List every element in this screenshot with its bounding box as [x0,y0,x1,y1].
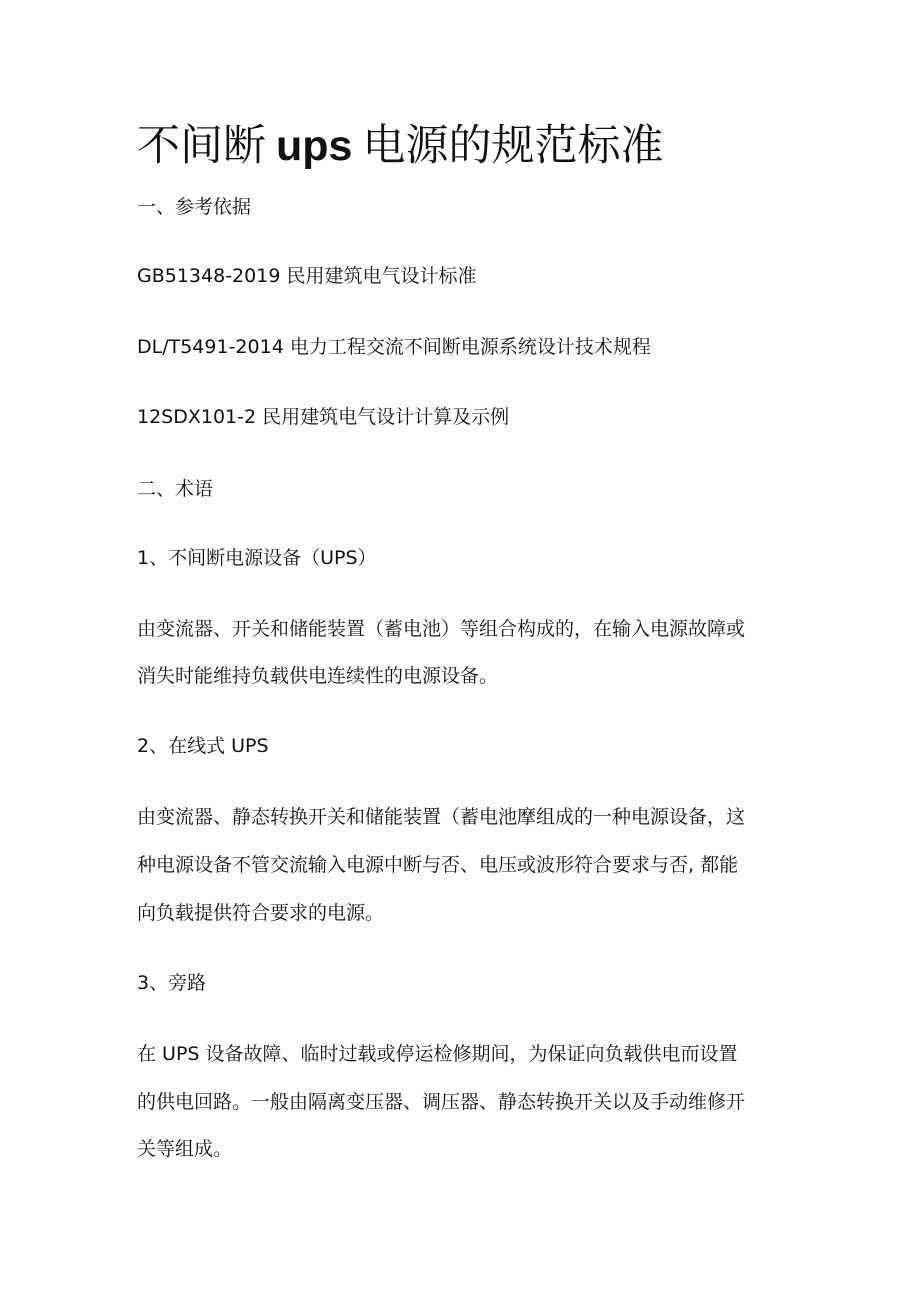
term-definition-ups-line2: 消失时能维持负载供电连续性的电源设备。 [137,665,499,687]
term-definition-online-ups-line1: 由变流器、静态转换开关和储能装置（蓄电池摩组成的一种电源设备，这 [137,806,746,828]
term-definition-bypass-line2: 的供电回路。一般由隔离变压器、调压器、静态转换开关以及手动维修开 [137,1091,746,1113]
term-definition-online-ups-line3: 向负载提供符合要求的电源。 [137,902,385,924]
section-heading-references: 一、参考依据 [137,196,252,218]
reference-item-gb51348: GB51348-2019 民用建筑电气设计标准 [137,265,477,287]
title-part-1: 不间断 [137,121,266,171]
term-definition-bypass-line3: 关等组成。 [137,1138,233,1160]
term-definition-online-ups-line2: 种电源设备不管交流输入电源中断与否、电压或波形符合要求与否, 都能 [137,854,739,876]
page-title [137,118,663,174]
reference-item-12sdx101: 12SDX101-2 民用建筑电气设计计算及示例 [137,406,510,428]
term-heading-ups: 1、不间断电源设备（UPS） [137,547,377,569]
term-heading-bypass: 3、旁路 [137,972,207,994]
section-heading-terms: 二、术语 [137,478,214,500]
title-part-2: ups [276,122,353,170]
term-definition-ups-line1: 由变流器、开关和储能装置（蓄电池）等组合构成的，在输入电源故障或 [137,618,746,640]
term-definition-bypass-line1: 在 UPS 设备故障、临时过载或停运检修期间，为保证向负载供电而设置 [137,1043,738,1065]
term-heading-online-ups: 2、在线式 UPS [137,735,269,757]
title-part-3: 电源的规范标准 [362,121,664,171]
reference-item-dlt5491: DL/T5491-2014 电力工程交流不间断电源系统设计技术规程 [137,336,651,358]
